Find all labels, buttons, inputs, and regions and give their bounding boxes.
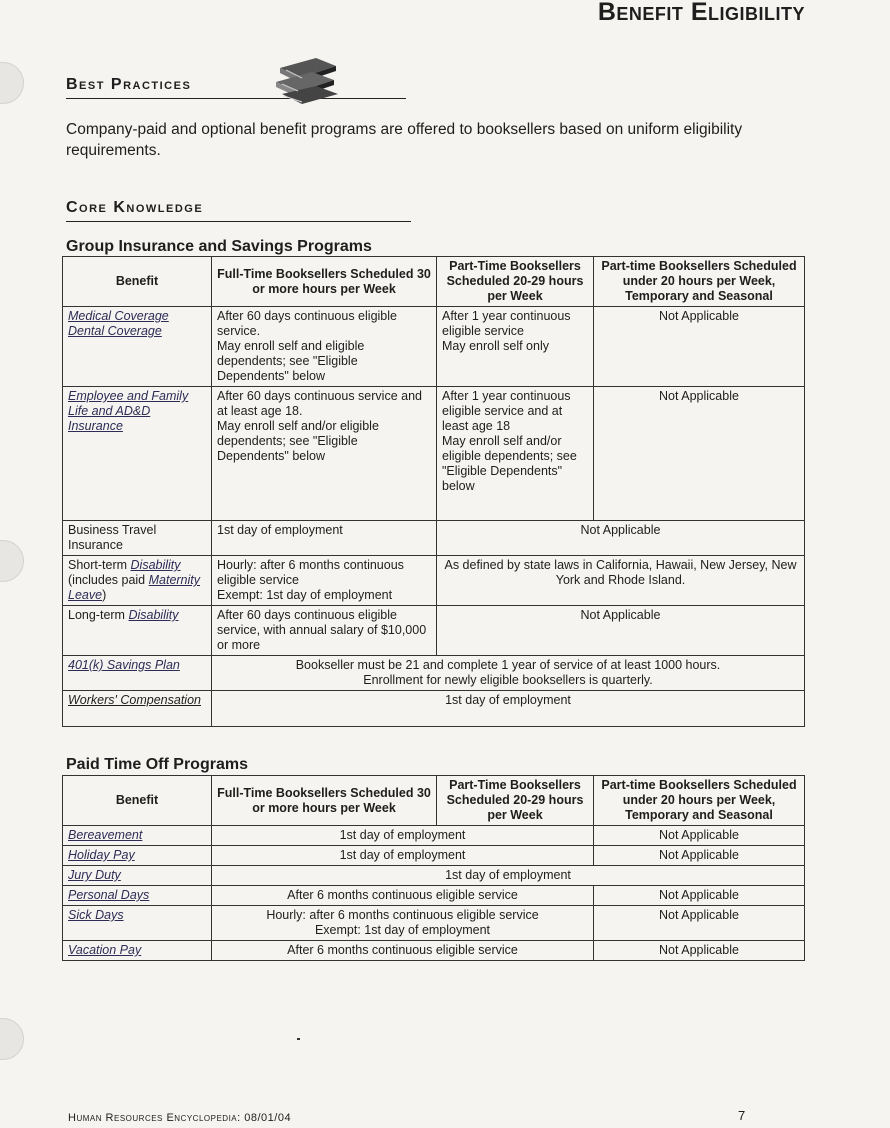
benefit-text: Short-term bbox=[68, 558, 131, 572]
table-header-row bbox=[63, 257, 805, 307]
part-time-cell: After 1 year continuous eligible service and at least age 18 May enroll self and/or eligible dependents; see "Eligible Dependents" below bbox=[437, 387, 594, 521]
under-20-cell: Not Applicable bbox=[594, 886, 805, 906]
all-cell: 1st day of employment bbox=[212, 866, 805, 886]
benefit-cell bbox=[63, 846, 212, 866]
header-benefit: Benefit bbox=[63, 257, 212, 307]
table-row bbox=[63, 307, 805, 387]
punch-hole bbox=[0, 62, 24, 104]
full-time-cell: After 60 days continuous eligible service. May enroll self and eligible dependents; see "Eligible Dependents" below bbox=[212, 307, 437, 387]
benefit-cell bbox=[63, 941, 212, 961]
punch-hole bbox=[0, 540, 24, 582]
full-time-cell: Hourly: after 6 months continuous eligible service Exempt: 1st day of employment bbox=[212, 556, 437, 606]
table-row bbox=[63, 846, 805, 866]
best-practices-heading: Best Practices bbox=[66, 76, 406, 99]
401k-link[interactable]: 401(k) Savings Plan bbox=[68, 658, 180, 672]
sick-days-link[interactable]: Sick Days bbox=[68, 908, 124, 922]
other-cell: As defined by state laws in California, Hawaii, New Jersey, New York and Rhode Island. bbox=[437, 556, 805, 606]
table-row bbox=[63, 906, 805, 941]
benefit-cell: Business Travel Insurance bbox=[63, 521, 212, 556]
maternity-leave-link[interactable]: Maternity Leave bbox=[68, 573, 201, 602]
ft-pt-cell: Hourly: after 6 months continuous eligible service Exempt: 1st day of employment bbox=[212, 906, 594, 941]
under-20-cell: Not Applicable bbox=[594, 941, 805, 961]
dental-coverage-link[interactable]: Dental Coverage bbox=[68, 324, 162, 338]
benefit-cell bbox=[63, 691, 212, 727]
header-part-time-under-20: Part-time Booksellers Scheduled under 20 hours per Week, Temporary and Seasonal bbox=[594, 776, 805, 826]
books-icon bbox=[272, 54, 342, 106]
part-time-cell: After 1 year continuous eligible service May enroll self only bbox=[437, 307, 594, 387]
table-row bbox=[63, 941, 805, 961]
workers-comp-text: Workers' Compensation bbox=[68, 693, 201, 707]
life-insurance-link[interactable]: Employee and Family Life and AD&D Insurance bbox=[68, 389, 189, 433]
benefit-text: Long-term bbox=[68, 608, 129, 622]
benefit-cell bbox=[63, 606, 212, 656]
benefit-cell bbox=[63, 556, 212, 606]
header-part-time: Part-Time Booksellers Scheduled 20-29 hours per Week bbox=[437, 257, 594, 307]
benefit-cell bbox=[63, 307, 212, 387]
table-row bbox=[63, 387, 805, 521]
full-time-cell: After 60 days continuous eligible service, with annual salary of $10,000 or more bbox=[212, 606, 437, 656]
header-full-time: Full-Time Booksellers Scheduled 30 or more hours per Week bbox=[212, 776, 437, 826]
paid-time-off-caption: Paid Time Off Programs bbox=[66, 756, 248, 773]
ft-pt-cell: After 6 months continuous eligible service bbox=[212, 941, 594, 961]
scan-mark bbox=[297, 1038, 300, 1040]
vacation-pay-link[interactable]: Vacation Pay bbox=[68, 943, 142, 957]
group-insurance-table bbox=[62, 256, 805, 727]
table-row bbox=[63, 521, 805, 556]
intro-text: Company-paid and optional benefit programs are offered to booksellers based on uniform eligibility requirements. bbox=[66, 121, 743, 159]
under-20-cell: Not Applicable bbox=[594, 906, 805, 941]
under-20-cell: Not Applicable bbox=[594, 846, 805, 866]
benefit-cell bbox=[63, 656, 212, 691]
table-row bbox=[63, 866, 805, 886]
under-20-cell: Not Applicable bbox=[594, 826, 805, 846]
paid-time-off-table bbox=[62, 775, 805, 961]
disability-link[interactable]: Disability bbox=[128, 608, 179, 622]
group-insurance-caption: Group Insurance and Savings Programs bbox=[66, 238, 372, 255]
benefit-cell bbox=[63, 866, 212, 886]
medical-coverage-link[interactable]: Medical Coverage bbox=[68, 309, 169, 323]
other-cell: Not Applicable bbox=[437, 521, 805, 556]
table-row bbox=[63, 886, 805, 906]
all-cell: 1st day of employment bbox=[212, 691, 805, 727]
holiday-pay-link[interactable]: Holiday Pay bbox=[68, 848, 135, 862]
personal-days-link[interactable]: Personal Days bbox=[68, 888, 150, 902]
bereavement-link[interactable]: Bereavement bbox=[68, 828, 143, 842]
disability-link[interactable]: Disability bbox=[130, 558, 181, 572]
ft-pt-cell: After 6 months continuous eligible service bbox=[212, 886, 594, 906]
punch-hole bbox=[0, 1018, 24, 1060]
all-cell: Bookseller must be 21 and complete 1 year of service of at least 1000 hours. Enrollment for newly eligible booksellers is quarterly. bbox=[212, 656, 805, 691]
header-full-time: Full-Time Booksellers Scheduled 30 or more hours per Week bbox=[212, 257, 437, 307]
header-part-time: Part-Time Booksellers Scheduled 20-29 hours per Week bbox=[437, 776, 594, 826]
other-cell: Not Applicable bbox=[437, 606, 805, 656]
benefit-text: (includes paid bbox=[68, 573, 149, 587]
table-row bbox=[63, 691, 805, 727]
jury-duty-link[interactable]: Jury Duty bbox=[68, 868, 121, 882]
table-row bbox=[63, 606, 805, 656]
table-row bbox=[63, 656, 805, 691]
table-row bbox=[63, 556, 805, 606]
benefit-cell bbox=[63, 906, 212, 941]
table-header-row bbox=[63, 776, 805, 826]
benefit-cell bbox=[63, 886, 212, 906]
full-time-cell: 1st day of employment bbox=[212, 521, 437, 556]
full-time-cell: After 60 days continuous service and at least age 18. May enroll self and/or eligible dependents; see "Eligible Dependents" below bbox=[212, 387, 437, 521]
under-20-cell: Not Applicable bbox=[594, 387, 805, 521]
header-part-time-under-20: Part-time Booksellers Scheduled under 20 hours per Week, Temporary and Seasonal bbox=[594, 257, 805, 307]
page-number: 7 bbox=[738, 1108, 746, 1123]
benefit-cell bbox=[63, 387, 212, 521]
benefit-cell bbox=[63, 826, 212, 846]
header-benefit: Benefit bbox=[63, 776, 212, 826]
core-knowledge-heading: Core Knowledge bbox=[66, 199, 411, 222]
under-20-cell: Not Applicable bbox=[594, 307, 805, 387]
benefit-text: ) bbox=[102, 588, 107, 602]
ft-pt-cell: 1st day of employment bbox=[212, 846, 594, 866]
page-footer: Human Resources Encyclopedia: 08/01/04 bbox=[68, 1112, 292, 1124]
ft-pt-cell: 1st day of employment bbox=[212, 826, 594, 846]
table-row bbox=[63, 826, 805, 846]
page-title: Benefit Eligibility bbox=[597, 0, 805, 26]
